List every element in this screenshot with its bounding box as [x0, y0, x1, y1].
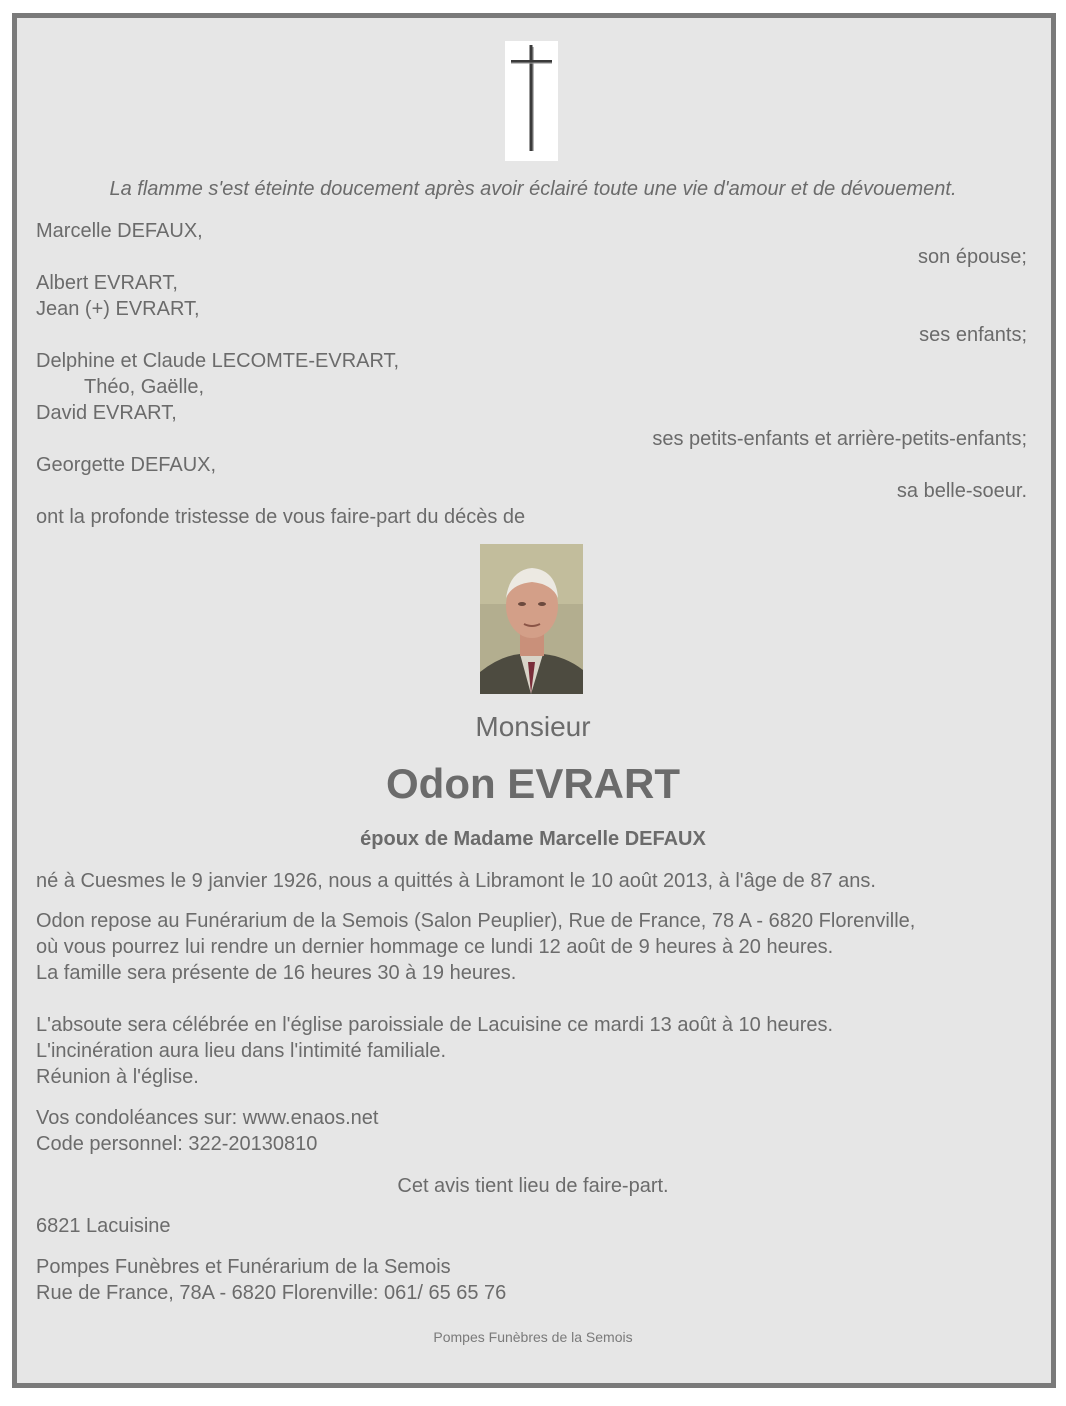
ceremony-line: Réunion à l'église. — [36, 1066, 199, 1088]
visitation-line: où vous pourrez lui rendre un dernier hommage ce lundi 12 août de 9 heures à 20 heures. — [36, 936, 834, 958]
spouse-name: Marcelle DEFAUX, — [36, 220, 203, 242]
deceased-name: Odon EVRART — [386, 760, 680, 807]
children-role: ses enfants; — [919, 324, 1027, 346]
child-name: Jean (+) EVRART, — [36, 298, 200, 320]
child-name: Albert EVRART, — [36, 272, 178, 294]
cross-image — [505, 41, 558, 161]
notice-line: Cet avis tient lieu de faire-part. — [397, 1175, 669, 1197]
funeral-home-name: Pompes Funèbres et Funérarium de la Semois — [36, 1256, 451, 1278]
birth-death-line: né à Cuesmes le 9 janvier 1926, nous a quittés à Libramont le 10 août 2013, à l'âge de 87 ans. — [36, 870, 876, 892]
spouse-role: son épouse; — [918, 246, 1027, 268]
grandchildren-role: ses petits-enfants et arrière-petits-enfants; — [652, 428, 1027, 450]
funeral-home-address: Rue de France, 78A - 6820 Florenville: 061/ 65 65 76 — [36, 1282, 507, 1304]
sister-in-law-name: Georgette DEFAUX, — [36, 454, 217, 476]
cross-icon — [505, 41, 558, 161]
ceremony-line: L'incinération aura lieu dans l'intimité familiale. — [36, 1040, 447, 1062]
grandchild-name: David EVRART, — [36, 402, 177, 424]
personal-code-line: Code personnel: 322-20130810 — [36, 1133, 318, 1155]
grandchild-name: Delphine et Claude LECOMTE-EVRART, — [36, 350, 400, 372]
deceased-photo — [480, 544, 583, 694]
visitation-line: Odon repose au Funérarium de la Semois (Salon Peuplier), Rue de France, 78 A - 6820 Florenville, — [36, 910, 916, 932]
condolences-line: Vos condoléances sur: www.enaos.net — [36, 1107, 379, 1129]
locality-line: 6821 Lacuisine — [36, 1215, 171, 1237]
epitaph-quote: La flamme s'est éteinte doucement après avoir éclairé toute une vie d'amour et de dévouement. — [109, 178, 957, 200]
announcement-text: ont la profonde tristesse de vous faire-part du décès de — [36, 506, 526, 528]
visitation-line: La famille sera présente de 16 heures 30 à 19 heures. — [36, 962, 517, 984]
sister-in-law-role: sa belle-soeur. — [896, 480, 1027, 502]
great-grandchildren-names: Théo, Gaëlle, — [84, 376, 205, 398]
footer-credit: Pompes Funèbres de la Semois — [433, 1329, 633, 1345]
honorific-title: Monsieur — [475, 711, 591, 742]
ceremony-line: L'absoute sera célébrée en l'église paroissiale de Lacuisine ce mardi 13 août à 10 heures. — [36, 1014, 834, 1036]
spouse-line: époux de Madame Marcelle DEFAUX — [360, 828, 706, 850]
